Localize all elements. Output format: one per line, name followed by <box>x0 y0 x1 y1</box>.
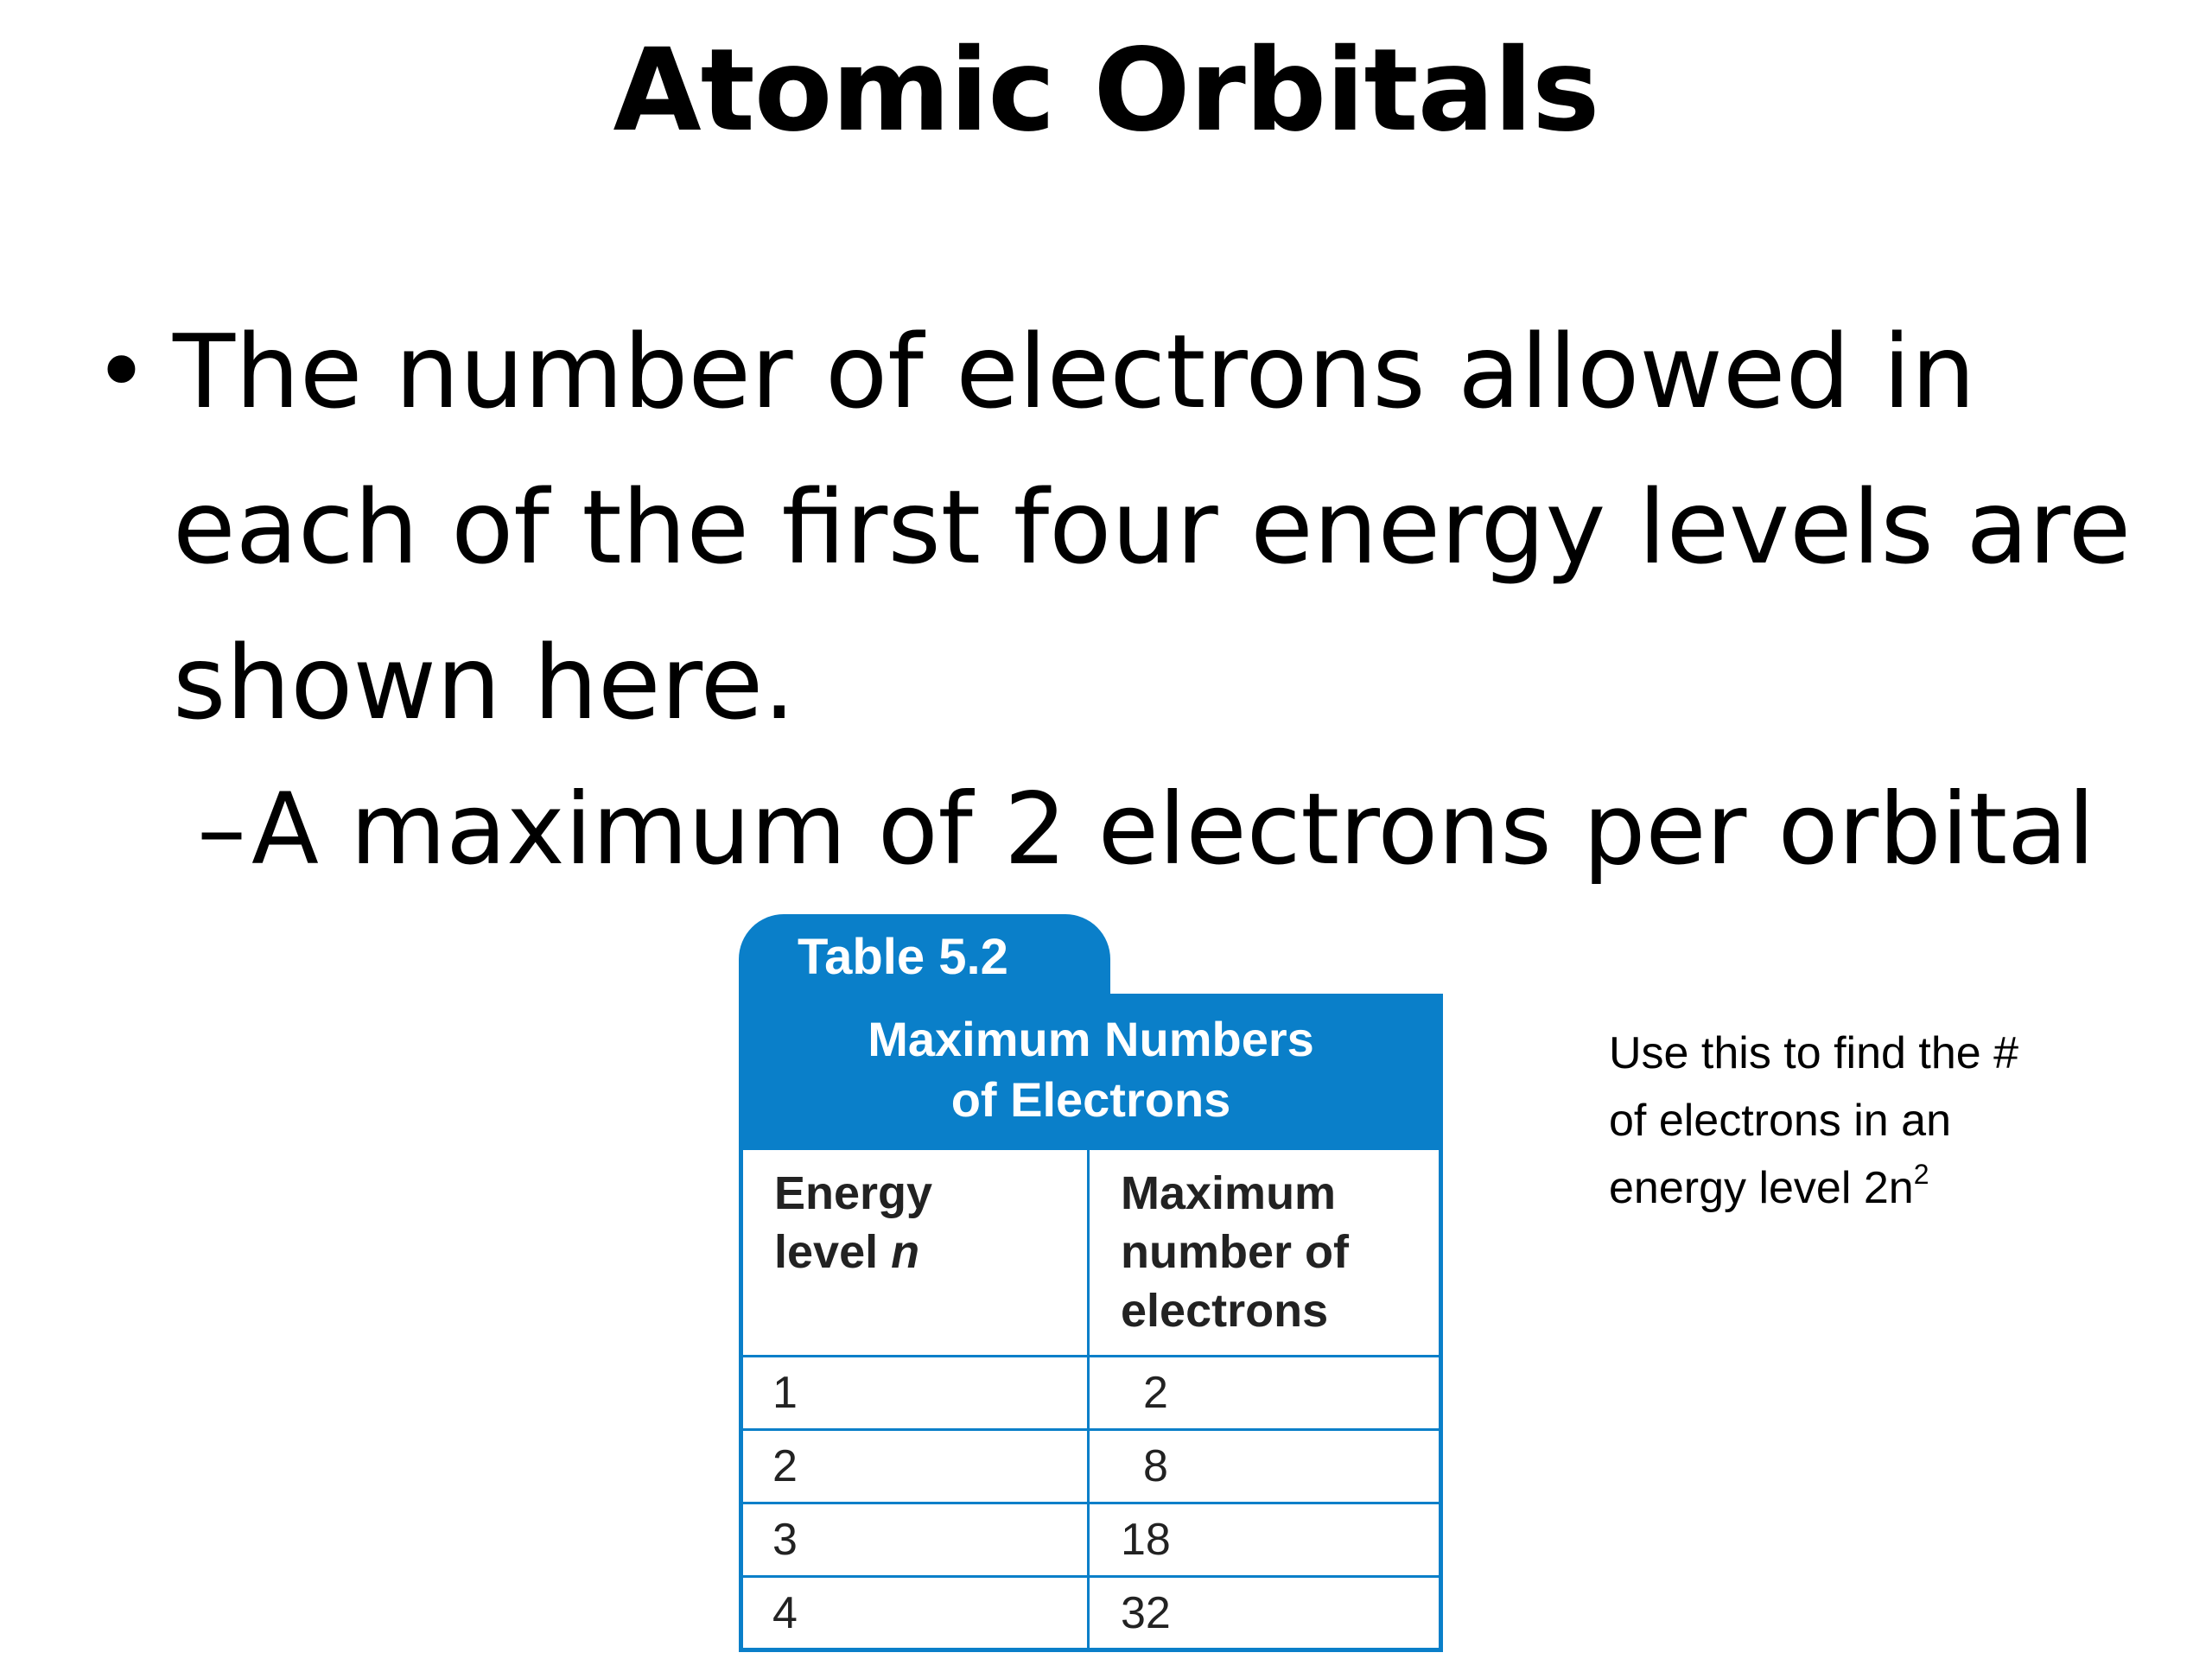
max-electrons-cell: 32 <box>1089 1577 1441 1650</box>
exponent: 2 <box>1913 1159 1929 1190</box>
side-note-line2: of electrons in an <box>1609 1096 1952 1146</box>
bullet-marker: • <box>93 316 149 427</box>
table-caption-line1: Maximum Numbers <box>868 1012 1314 1066</box>
table-header-row <box>741 1149 1441 1357</box>
sub-bullet-text: A maximum of 2 electrons per orbital <box>251 772 2095 887</box>
table-row <box>741 1503 1441 1577</box>
max-electrons-cell: 2 <box>1089 1357 1441 1430</box>
sub-bullet-marker: – <box>197 772 246 887</box>
table-tab-label: Table 5.2 <box>739 914 1110 1002</box>
energy-level-cell: 3 <box>741 1503 1089 1577</box>
header-max-electrons: Maximum number of electrons <box>1089 1149 1441 1357</box>
table-caption <box>739 994 1443 1149</box>
table-row <box>741 1577 1441 1650</box>
side-note-line3: energy level $2n^2$ <box>1609 1159 1929 1213</box>
table-row <box>741 1357 1441 1430</box>
table-caption-line2: of Electrons <box>950 1072 1231 1127</box>
electrons-table <box>739 1147 1443 1652</box>
energy-level-cell: 2 <box>741 1430 1089 1503</box>
max-electrons-cell: 18 <box>1089 1503 1441 1577</box>
main-bullet-text: The number of electrons allowed in each of the first four energy levels are shown here. <box>173 312 2132 742</box>
slide-title: Atomic Orbitals <box>613 24 1599 157</box>
side-note <box>1609 1020 2162 1222</box>
max-electrons-cell: 8 <box>1089 1430 1441 1503</box>
energy-level-cell: 1 <box>741 1357 1089 1430</box>
side-note-line1: Use this to find the # <box>1609 1028 2019 1078</box>
energy-level-cell: 4 <box>741 1577 1089 1650</box>
header-energy-level: Energy level n <box>741 1149 1089 1357</box>
table-row <box>741 1430 1441 1503</box>
sub-bullet <box>197 752 2184 907</box>
table-figure <box>739 907 1447 1659</box>
